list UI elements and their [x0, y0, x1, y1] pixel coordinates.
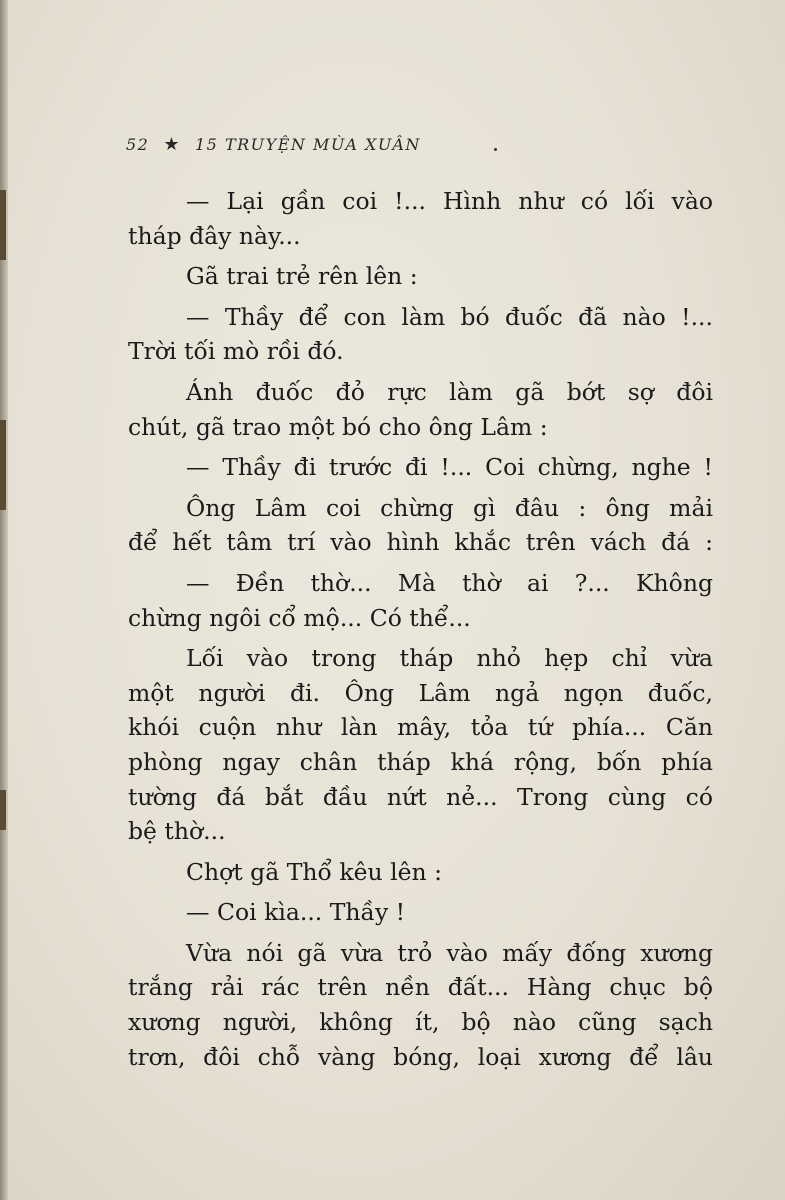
binding-thread-mark [0, 790, 6, 830]
text-line: bệ thờ... [128, 817, 226, 846]
text-line: phòng ngay chân tháp khá rộng, bốn phía [128, 747, 713, 776]
text-line: khói cuộn như làn mây, tỏa tứ phía... Căn [128, 713, 713, 742]
running-header [126, 134, 421, 155]
text-line: xương người, không ít, bộ nào cũng sạch [128, 1008, 713, 1037]
text-line: tường đá bắt đầu nứt nẻ... Trong cùng có [128, 782, 713, 811]
text-line: một người đi. Ông Lâm ngả ngọn đuốc, [128, 678, 713, 707]
text-line: Ông Lâm coi chừng gì đâu : ông mải [186, 493, 713, 522]
text-line: — Đền thờ... Mà thờ ai ?... Không [186, 568, 713, 597]
binding-thread-mark [0, 420, 6, 510]
text-line: — Coi kìa... Thầy ! [186, 898, 406, 927]
text-line: chút, gã trao một bó cho ông Lâm : [128, 412, 548, 441]
book-title: 15 TRUYỆN MÙA XUÂN [195, 135, 421, 154]
text-line: Chợt gã Thổ kêu lên : [186, 857, 443, 886]
text-line: Vừa nói gã vừa trỏ vào mấy đống xương [186, 938, 713, 967]
text-line: trơn, đôi chỗ vàng bóng, loại xương để lâu [128, 1042, 713, 1071]
text-line: — Thầy đi trước đi !... Coi chừng, nghe ! [186, 453, 713, 482]
text-line: — Thầy để con làm bó đuốc đã nào !... [186, 302, 713, 331]
text-line: Trời tối mò rồi đó. [128, 337, 344, 366]
ink-speck [494, 148, 497, 151]
text-line: để hết tâm trí vào hình khắc trên vách đá : [128, 528, 713, 557]
page-number: 52 [126, 135, 150, 154]
text-line: chừng ngôi cổ mộ... Có thể... [128, 603, 471, 632]
text-line: Ánh đuốc đỏ rực làm gã bớt sợ đôi [186, 377, 713, 406]
text-line: trắng rải rác trên nền đất... Hàng chục bộ [128, 973, 713, 1002]
text-line: Lối vào trong tháp nhỏ hẹp chỉ vừa [186, 644, 713, 673]
star-icon: ★ [163, 134, 181, 155]
text-line: tháp đây này... [128, 221, 301, 250]
page-binding-edge [0, 0, 8, 1200]
body-text [128, 184, 713, 1074]
binding-thread-mark [0, 190, 6, 260]
text-line: Gã trai trẻ rên lên : [186, 262, 418, 291]
text-line: — Lại gần coi !... Hình như có lối vào [186, 187, 713, 215]
